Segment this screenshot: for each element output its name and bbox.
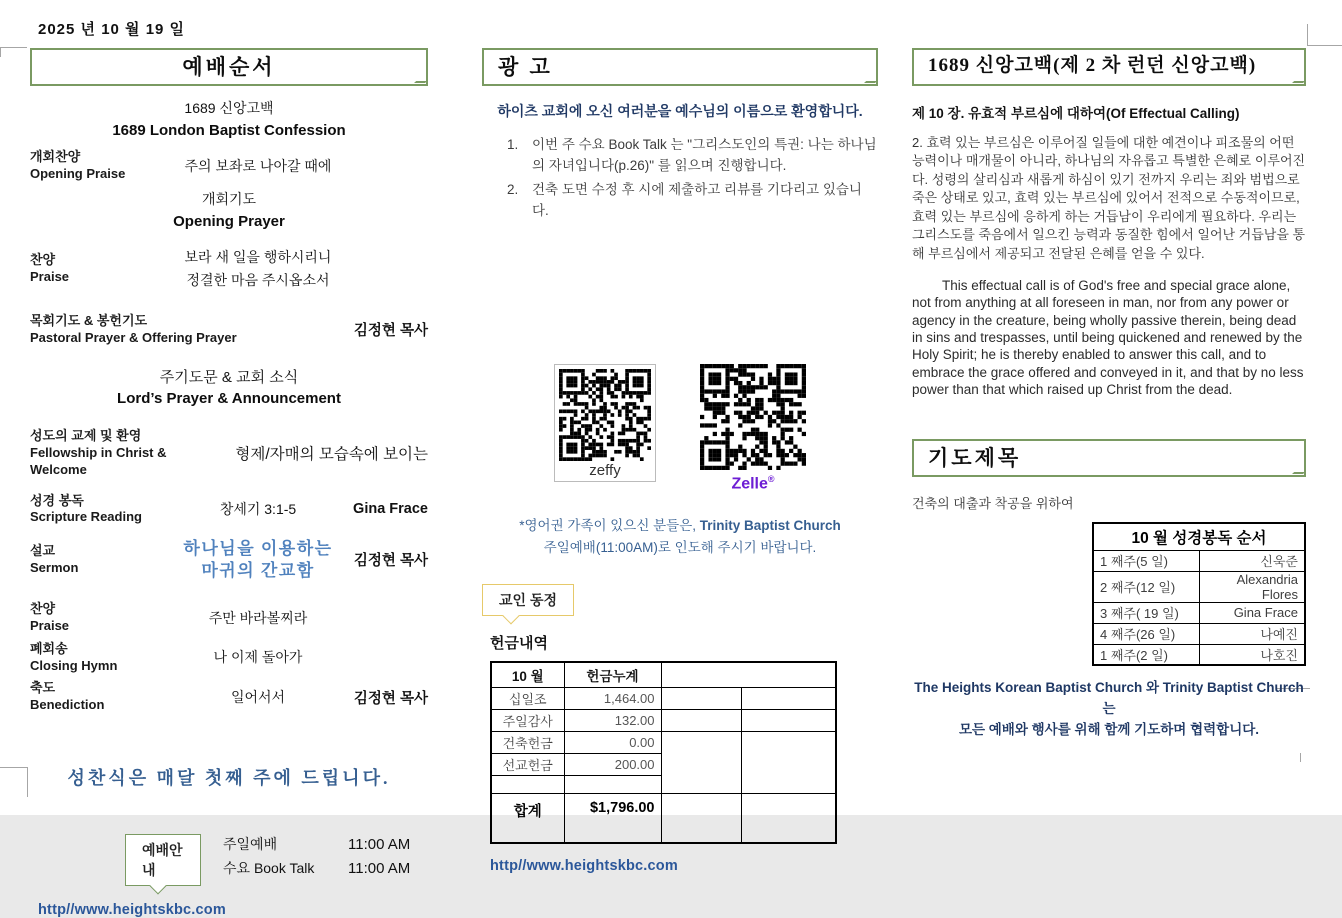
offering-header-month: 10 월 <box>491 662 564 687</box>
program-person: 김정현 목사 <box>353 323 428 340</box>
service-schedule-row: 수요 Book Talk 11:00 AM <box>223 859 411 877</box>
program-song: 일어서서 <box>230 689 286 706</box>
offering-total-row: 합계 $1,796.00 <box>491 793 836 843</box>
scan-artifact <box>0 47 27 48</box>
program-row-pastoral-prayer <box>30 313 428 347</box>
zelle-logo: Zelle® <box>731 473 775 493</box>
program-label: 찬양 Praise <box>30 251 70 284</box>
prayer-item: 건축의 대출과 착공을 위하여 <box>912 496 1074 512</box>
program-song: 주만 바라볼찌라 <box>208 609 308 626</box>
program-person: 김정현 목사 <box>353 553 428 570</box>
confession-en: 1689 London Baptist Confession <box>112 121 346 139</box>
confession-column <box>912 48 1306 741</box>
worship-order-title-box <box>30 48 428 86</box>
program-song: 주의 보좌로 나아갈 때에 <box>184 157 332 174</box>
english-service-note: *영어권 가족이 있으신 분들은, Trinity Baptist Church 주일예배(11:00AM)로 인도해 주시기 바랍니다. <box>519 518 841 555</box>
reading-table-row: 1 째주(2 일) 나호진 <box>1093 644 1305 665</box>
scripture-passage: 창세기 3:1-5 <box>219 501 297 518</box>
members-news-section <box>482 584 878 616</box>
reading-table-header: 10 월 성경봉독 순서 <box>1093 523 1305 550</box>
announcements-column <box>482 48 878 874</box>
program-row-fellowship <box>30 428 428 479</box>
program-person: Gina Frace <box>353 501 428 518</box>
program-song: 나 이제 돌아가 <box>213 649 303 666</box>
program-label: 개회찬양 Opening Praise <box>30 149 126 182</box>
program-row-praise2 <box>30 601 428 635</box>
reading-table-row: 4 째주(26 일) 나예진 <box>1093 623 1305 644</box>
program-row-benediction <box>30 680 428 714</box>
service-info-callout: 예배안내 <box>125 834 201 886</box>
worship-order-title: 예배순서 <box>182 55 276 79</box>
chapter-heading: 제 10 장. 유효적 부르심에 대하여(Of Effectual Calling) <box>912 106 1240 121</box>
scan-artifact <box>0 47 1 57</box>
service-schedule-row: 주일예배 11:00 AM <box>223 835 411 853</box>
confession-title-box <box>912 48 1306 86</box>
confession-title: 1689 신앙고백(제 2 차 런던 신앙고백) <box>928 55 1257 76</box>
scan-artifact <box>0 767 27 768</box>
welcome-message: 하이츠 교회에 오신 여러분을 예수님의 이름으로 환영합니다. <box>497 103 863 119</box>
confession-ko: 1689 신앙고백 <box>184 100 274 116</box>
prayer-title-box <box>912 439 1306 477</box>
offering-table-header <box>491 662 836 687</box>
program-label: 성경 봉독 Scripture Reading <box>30 492 142 525</box>
scan-artifact <box>1307 45 1342 46</box>
program-row-opening-praise <box>30 149 428 183</box>
zelle-qr-code-icon <box>700 364 806 470</box>
scan-artifact <box>27 767 28 797</box>
announcements-title: 광 고 <box>498 55 553 79</box>
sermon-title: 하나님을 이용하는 마귀의 간교함 <box>183 539 333 580</box>
reading-table-row: 2 째주(12 일) Alexandria Flores <box>1093 571 1305 602</box>
offering-row: 선교헌금 200.00 <box>491 753 836 775</box>
program-label: 성도의 교제 및 환영 Fellowship in Christ & Welcome <box>30 427 167 477</box>
program-label: 축도 Benediction <box>30 680 105 713</box>
bulletin-date: 2025 년 10 월 19 일 <box>38 21 186 38</box>
zeffy-qr-block <box>554 364 656 482</box>
program-row-scripture <box>30 493 428 527</box>
service-info <box>125 834 428 886</box>
program-label: 찬양 Praise <box>30 600 70 633</box>
zeffy-qr-code-icon <box>559 369 651 461</box>
worship-order-column <box>30 48 428 918</box>
zeffy-label: zeffy <box>589 461 621 479</box>
program-row-sermon <box>30 538 428 581</box>
prayer-title: 기도제목 <box>928 446 1022 471</box>
offering-header-blank <box>661 662 836 687</box>
program-row-praise1 <box>30 246 428 291</box>
program-row-lords-prayer: 주기도문 & 교회 소식 Lord’s Prayer & Announcement <box>117 368 341 408</box>
offering-header-total: 헌금누계 <box>564 662 661 687</box>
fellowship-note: 형제/자매의 모습속에 보이는 <box>235 446 428 464</box>
service-schedule <box>223 834 428 878</box>
scan-artifact <box>1307 24 1308 46</box>
offering-row: 건축헌금 0.00 <box>491 731 836 753</box>
confession-heading <box>30 98 428 141</box>
partnership-note: The Heights Korean Baptist Church 와 Trinity Baptist Church 는 모든 예배와 행사를 위해 함께 기도하며 협력합니다. <box>914 680 1304 737</box>
announcement-item: 2. 건축 도면 수정 후 시에 제출하고 리뷰를 기다리고 있습니다. <box>522 180 878 222</box>
program-songs: 보라 새 일을 행하시리니 정결한 마음 주시옵소서 <box>184 249 332 288</box>
zelle-qr-block <box>700 364 806 493</box>
announcement-list <box>482 135 878 222</box>
offering-table <box>490 661 837 844</box>
program-row-opening-prayer: 개회기도 Opening Prayer <box>173 190 285 230</box>
confession-paragraph-ko: 2. 효력 있는 부르심은 이루어질 일들에 대한 예견이나 피조물의 어떤 능력이나 매개물이 아니라, 하나님의 자유롭고 특별한 은혜로 이루어진다. 성령의 살리심과 새롭게 하심이 있기 전까지 우리는 죄와 범법으로 죽은 상태로 있고, 효력 있는 부르심에 있어서 전적으로 수동적이므로, 효력 있는 부르심에 응하게 하는 거듭남이 우리에게 필요하다. 우리는 그리스도를 죽음에서 일으킨 능력과 동질한 힘에서 일어난 거듭남을 통해 부르심에서 제공되고 전달된 은혜를 얻을 수 있다. <box>912 135 1306 261</box>
program-label: 목회기도 & 봉헌기도 Pastoral Prayer & Offering Prayer <box>30 312 237 345</box>
offering-row: 주일감사 132.00 <box>491 709 836 731</box>
announcements-title-box <box>482 48 878 86</box>
confession-paragraph-en: This effectual call is of God's free and special grace alone, not from anything at all foreseen in man, nor from any power or agency in the creature, being wholly passive therein, being dead in sins and trespasses, until being quickened and renewed by the Holy Spirit; he is thereby enabled to answer this call, and to embrace the grace offered and conveyed in it, and that by no less power than that which raised up Christ from the dead. <box>912 278 1304 397</box>
communion-note: 성찬식은 매달 첫째 주에 드립니다. <box>67 768 391 789</box>
scan-artifact <box>1300 753 1301 762</box>
program-label: 설교 Sermon <box>30 542 79 575</box>
program-label: 폐회송 Closing Hymn <box>30 640 118 673</box>
offering-title: 헌금내역 <box>490 635 548 653</box>
qr-section <box>482 364 878 493</box>
reading-table-row: 3 째주( 19 일) Gina Frace <box>1093 602 1305 623</box>
program-person: 김정현 목사 <box>353 690 428 707</box>
website-link: http//www.heightskbc.com <box>38 902 226 918</box>
announcement-item: 1. 이번 주 수요 Book Talk 는 "그리스도인의 특권: 나는 하나님의 자녀입니다(p.26)" 를 읽으며 진행합니다. <box>522 135 878 177</box>
offering-row: 십일조 1,464.00 <box>491 687 836 709</box>
reading-table-row: 1 째주(5 일) 신욱준 <box>1093 550 1305 571</box>
scripture-reading-table <box>1092 522 1306 666</box>
members-news-callout: 교인 동정 <box>482 584 574 616</box>
website-link: http//www.heightskbc.com <box>490 858 678 875</box>
program-row-closing-hymn <box>30 641 428 675</box>
